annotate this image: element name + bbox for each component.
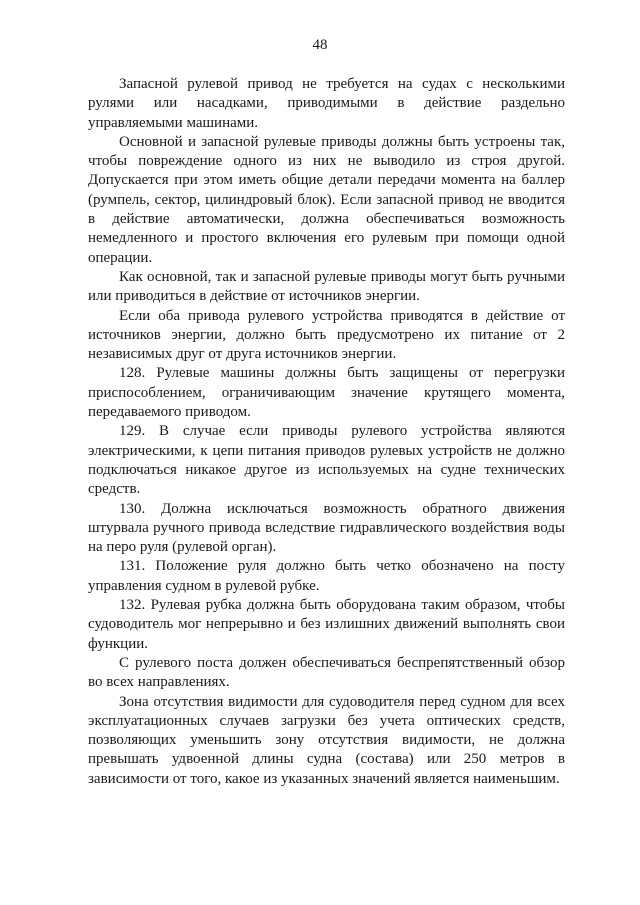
paragraph-131: 131. Положение руля должно быть четко обозначено на посту управления судном в рулевой рубке. <box>88 558 565 594</box>
document-body <box>88 75 565 789</box>
paragraph-128: 128. Рулевые машины должны быть защищены от перегрузки приспособлением, ограничивающим значение крутящего момента, передаваемого приводом. <box>88 365 565 421</box>
page-number: 48 <box>312 37 328 53</box>
paragraph-view-from-post: С рулевого поста должен обеспечиваться беспрепятственный обзор во всех направлениях. <box>88 654 565 691</box>
paragraph-power-sources: Если оба привода рулевого устройства приводятся в действие от источников энергии, должно быть предусмотрено их питание от 2 независимых друг от друга источников энергии. <box>88 307 565 363</box>
paragraph-129: 129. В случае если приводы рулевого устройства являются электрическими, к цепи питания приводов рулевых устройств не должно подключаться никакое другое из используемых на судне технических средств. <box>88 423 565 498</box>
paragraph-132: 132. Рулевая рубка должна быть оборудована таким образом, чтобы судоводитель мог непрерывно и без излишних движений выполнять свои функции. <box>88 597 565 652</box>
paragraph-reserve-drive-exemption: Запасной рулевой привод не требуется на судах с несколькими рулями или насадками, приводимыми в действие раздельно управляемыми машинами. <box>88 76 565 131</box>
paragraph-manual-or-powered: Как основной, так и запасной рулевые приводы могут быть ручными или приводиться в действие от источников энергии. <box>88 268 565 305</box>
paragraph-main-reserve-drives: Основной и запасной рулевые приводы должны быть устроены так, чтобы повреждение одного из них не выводило из строя другой. Допускается при этом иметь общие детали передачи момента на баллер (румпель, сектор, цилиндровый блок). Если запасной привод не вводится в действие автоматически, должна обеспечиваться возможность немедленного и простого включения его рулевым при помощи одной операции. <box>88 133 565 266</box>
paragraph-blind-zone: Зона отсутствия видимости для судоводителя перед судном для всех эксплуатационных случаев загрузки без учета оптических средств, позволяющих уменьшить зону отсутствия видимости, не должна превышать удвоенной длины судна (состава) или 250 метров в зависимости от того, какое из указанных значений является наименьшим. <box>88 693 565 787</box>
paragraph-130: 130. Должна исключаться возможность обратного движения штурвала ручного привода вследствие гидравлического воздействия воды на перо руля (рулевой орган). <box>88 500 565 556</box>
